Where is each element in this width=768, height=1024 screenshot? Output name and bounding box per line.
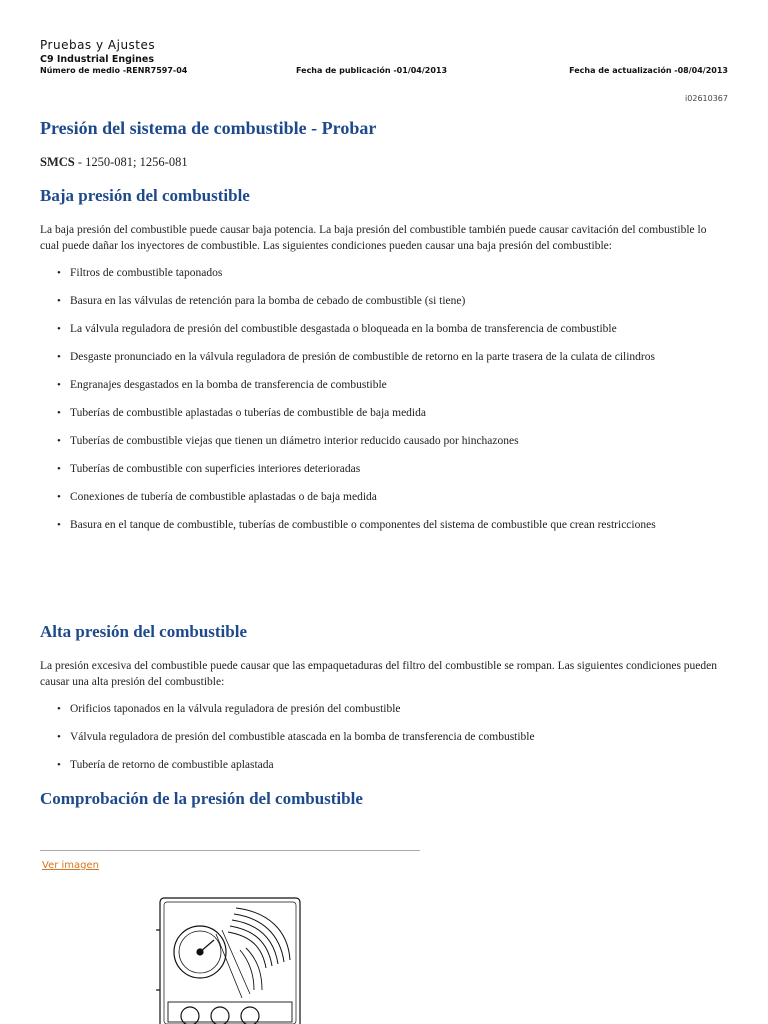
high-pressure-causes-list xyxy=(40,702,728,786)
smcs-codes: - 1250-081; 1256-081 xyxy=(74,155,188,169)
section-heading-high-pressure: Alta presión del combustible xyxy=(40,622,248,641)
smcs-line xyxy=(40,155,188,170)
engine-model: C9 Industrial Engines xyxy=(40,54,155,65)
list-item: • Orificios taponados en la válvula reguladora de presión del combustible xyxy=(40,702,728,716)
high-pressure-intro: La presión excesiva del combustible puede causar que las empaquetaduras del filtro del combustible se rompan. Las siguientes condiciones pueden causar una alta presión del combustible: xyxy=(40,660,718,688)
section-heading-low-pressure: Baja presión del combustible xyxy=(40,186,250,205)
low-pressure-intro: La baja presión del combustible puede causar baja potencia. La baja presión del combustible también puede causar cavitación del combustible lo cual puede dañar los inyectores de combustible. Las siguientes condiciones pueden causar una baja presión del combustible: xyxy=(40,224,707,252)
list-item: • Filtros de combustible taponados xyxy=(40,266,728,280)
list-item: • Tuberías de combustible con superficies interiores deterioradas xyxy=(40,462,728,476)
pressure-gauge-kit-illustration xyxy=(150,890,310,1024)
list-item: • Basura en las válvulas de retención para la bomba de cebado de combustible (si tiene) xyxy=(40,294,728,308)
publication-date: Fecha de publicación -01/04/2013 xyxy=(296,66,448,75)
list-item: • Engranajes desgastados en la bomba de transferencia de combustible xyxy=(40,378,728,392)
list-item: • Tubería de retorno de combustible aplastada xyxy=(40,758,728,772)
smcs-label: SMCS xyxy=(40,155,75,169)
section-heading-pressure-check: Comprobación de la presión del combustible xyxy=(40,789,363,808)
list-item: • Tuberías de combustible aplastadas o tuberías de combustible de baja medida xyxy=(40,406,728,420)
list-item: • Desgaste pronunciado en la válvula reguladora de presión de combustible de retorno en la parte trasera de la culata de cilindros xyxy=(40,350,728,364)
list-item: • Válvula reguladora de presión del combustible atascada en la bomba de transferencia de combustible xyxy=(40,730,728,744)
media-number: Número de medio -RENR7597-04 xyxy=(40,66,188,75)
view-image-link[interactable]: Ver imagen xyxy=(42,860,99,871)
manual-title: Pruebas y Ajustes xyxy=(40,38,156,52)
image-divider xyxy=(40,850,420,851)
list-item: • Conexiones de tubería de combustible aplastadas o de baja medida xyxy=(40,490,728,504)
document-id: i02610367 xyxy=(685,94,728,103)
low-pressure-causes-list xyxy=(40,266,728,546)
update-date: Fecha de actualización -08/04/2013 xyxy=(569,66,728,75)
list-item: • Basura en el tanque de combustible, tuberías de combustible o componentes del sistema de combustible que crean restricciones xyxy=(40,518,728,532)
list-item: • La válvula reguladora de presión del combustible desgastada o bloqueada en la bomba de transferencia de combustible xyxy=(40,322,728,336)
page-title: Presión del sistema de combustible - Probar xyxy=(40,118,377,138)
list-item: • Tuberías de combustible viejas que tienen un diámetro interior reducido causado por hinchazones xyxy=(40,434,728,448)
